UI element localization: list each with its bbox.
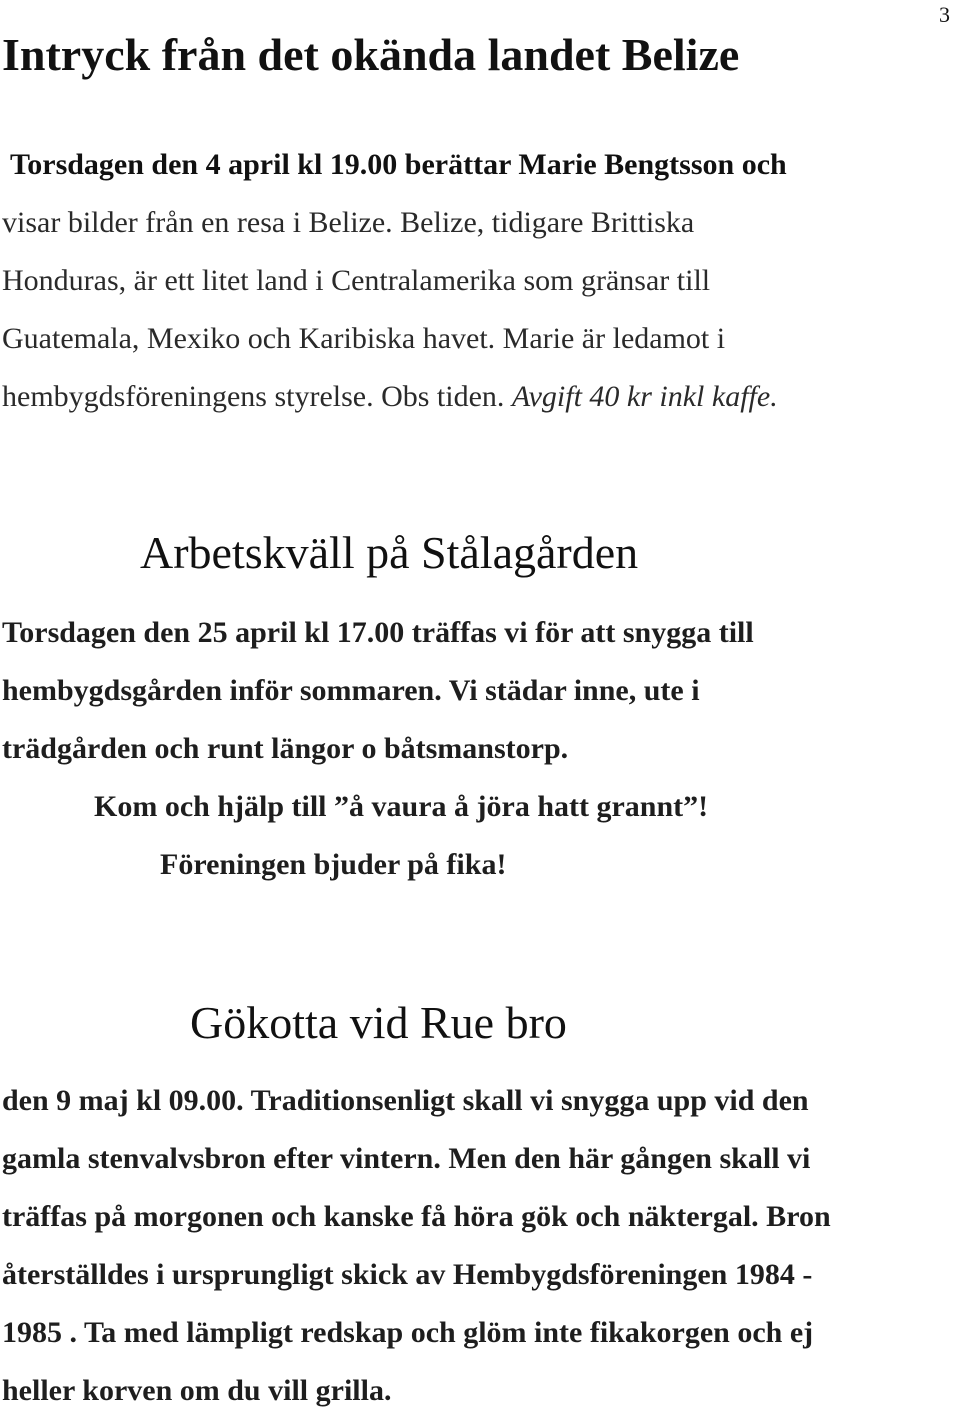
belize-paragraph bbox=[2, 136, 787, 426]
section-title-belize: Intryck från det okända landet Belize bbox=[2, 29, 740, 80]
paragraph-line: 1985 . Ta med lämpligt redskap och glöm inte fikakorgen och ej bbox=[2, 1316, 814, 1349]
arbetskvall-paragraph bbox=[2, 604, 754, 894]
paragraph-line: visar bilder från en resa i Belize. Belize, tidigare Brittiska bbox=[2, 206, 695, 239]
gokotta-paragraph bbox=[2, 1072, 831, 1420]
paragraph-line: Guatemala, Mexiko och Karibiska havet. Marie är ledamot i bbox=[2, 322, 726, 355]
paragraph-line: Honduras, är ett litet land i Centralamerika som gränsar till bbox=[2, 264, 711, 297]
fika-note: Föreningen bjuder på fika! bbox=[160, 848, 507, 881]
paragraph-line: återställdes i ursprungligt skick av Hembygdsföreningen 1984 - bbox=[2, 1258, 813, 1291]
paragraph-line: Torsdagen den 4 april kl 19.00 berättar Marie Bengtsson och bbox=[10, 148, 787, 181]
paragraph-line-text: hembygdsföreningens styrelse. Obs tiden. bbox=[2, 380, 512, 413]
paragraph-line: Torsdagen den 25 april kl 17.00 träffas vi för att snygga till bbox=[2, 616, 754, 649]
fee-note: Avgift 40 kr inkl kaffe. bbox=[511, 380, 778, 413]
paragraph-line: träffas på morgonen och kanske få höra gök och näktergal. Bron bbox=[2, 1200, 831, 1233]
paragraph-line: heller korven om du vill grilla. bbox=[2, 1374, 392, 1407]
paragraph-line-with-fee bbox=[2, 368, 787, 426]
paragraph-line: gamla stenvalvsbron efter vintern. Men den här gången skall vi bbox=[2, 1142, 811, 1175]
call-to-action-line: Kom och hjälp till ”å vaura å jöra hatt grannt”! bbox=[94, 790, 709, 823]
paragraph-line: den 9 maj kl 09.00. Traditionsenligt skall vi snygga upp vid den bbox=[2, 1084, 809, 1117]
paragraph-line: hembygdsgården inför sommaren. Vi städar inne, ute i bbox=[2, 674, 700, 707]
section-title-gokotta: Gökotta vid Rue bro bbox=[190, 997, 567, 1048]
page-number: 3 bbox=[939, 2, 950, 27]
paragraph-line: trädgården och runt längor o båtsmanstorp. bbox=[2, 732, 569, 765]
section-title-arbetskvall: Arbetskväll på Stålagården bbox=[140, 527, 639, 578]
